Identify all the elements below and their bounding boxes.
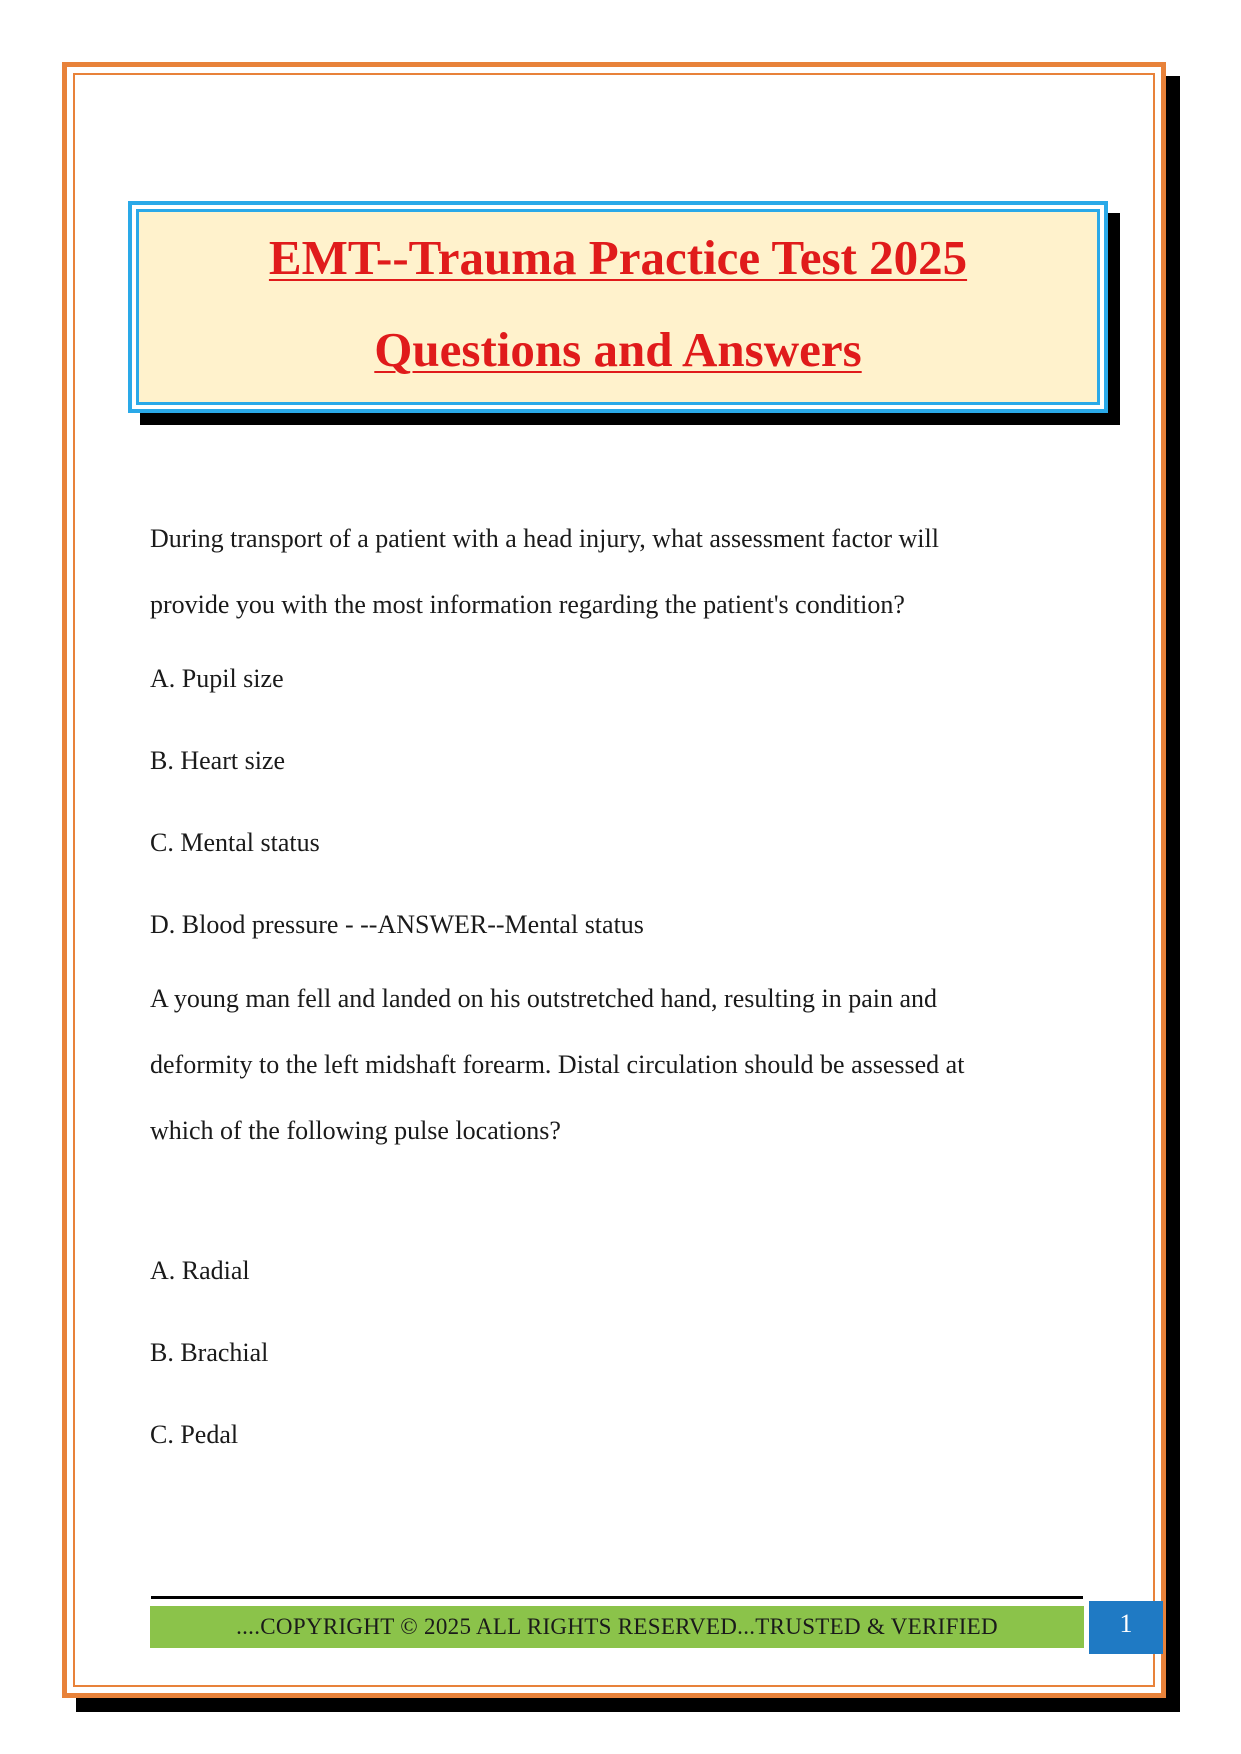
question-block	[150, 966, 1070, 1476]
document-body	[150, 506, 1070, 1476]
document-title: EMT--Trauma Practice Test 2025	[268, 230, 968, 285]
answer-option: C. Pedal	[150, 1420, 239, 1449]
footer-divider	[151, 1596, 1083, 1599]
question-block	[150, 506, 1070, 966]
title-box	[128, 201, 1108, 413]
question-text-line: which of the following pulse locations?	[150, 1116, 561, 1145]
question-text-line: deformity to the left midshaft forearm. Distal circulation should be assessed at	[150, 1050, 965, 1079]
document-subtitle: Questions and Answers	[374, 322, 862, 377]
title-box-inner	[136, 209, 1100, 405]
question-text-line: A young man fell and landed on his outstretched hand, resulting in pain and	[150, 984, 938, 1013]
answer-option: B. Brachial	[150, 1338, 269, 1367]
copyright-text: ....COPYRIGHT © 2025 ALL RIGHTS RESERVED...TRUSTED & VERIFIED	[236, 1614, 998, 1639]
page-number-box	[1089, 1601, 1163, 1654]
answer-option: A. Radial	[150, 1256, 250, 1285]
question-text-line: provide you with the most information regarding the patient's condition?	[150, 590, 905, 619]
answer-option: A. Pupil size	[150, 664, 284, 693]
question-text-line: During transport of a patient with a head injury, what assessment factor will	[150, 524, 939, 553]
answer-option-with-answer: D. Blood pressure - --ANSWER--Mental status	[150, 910, 644, 939]
footer-bar	[150, 1606, 1084, 1648]
blank-line	[150, 1164, 1070, 1230]
answer-option: C. Mental status	[150, 828, 320, 857]
answer-option: B. Heart size	[150, 746, 286, 775]
page-number: 1	[1119, 1609, 1133, 1638]
